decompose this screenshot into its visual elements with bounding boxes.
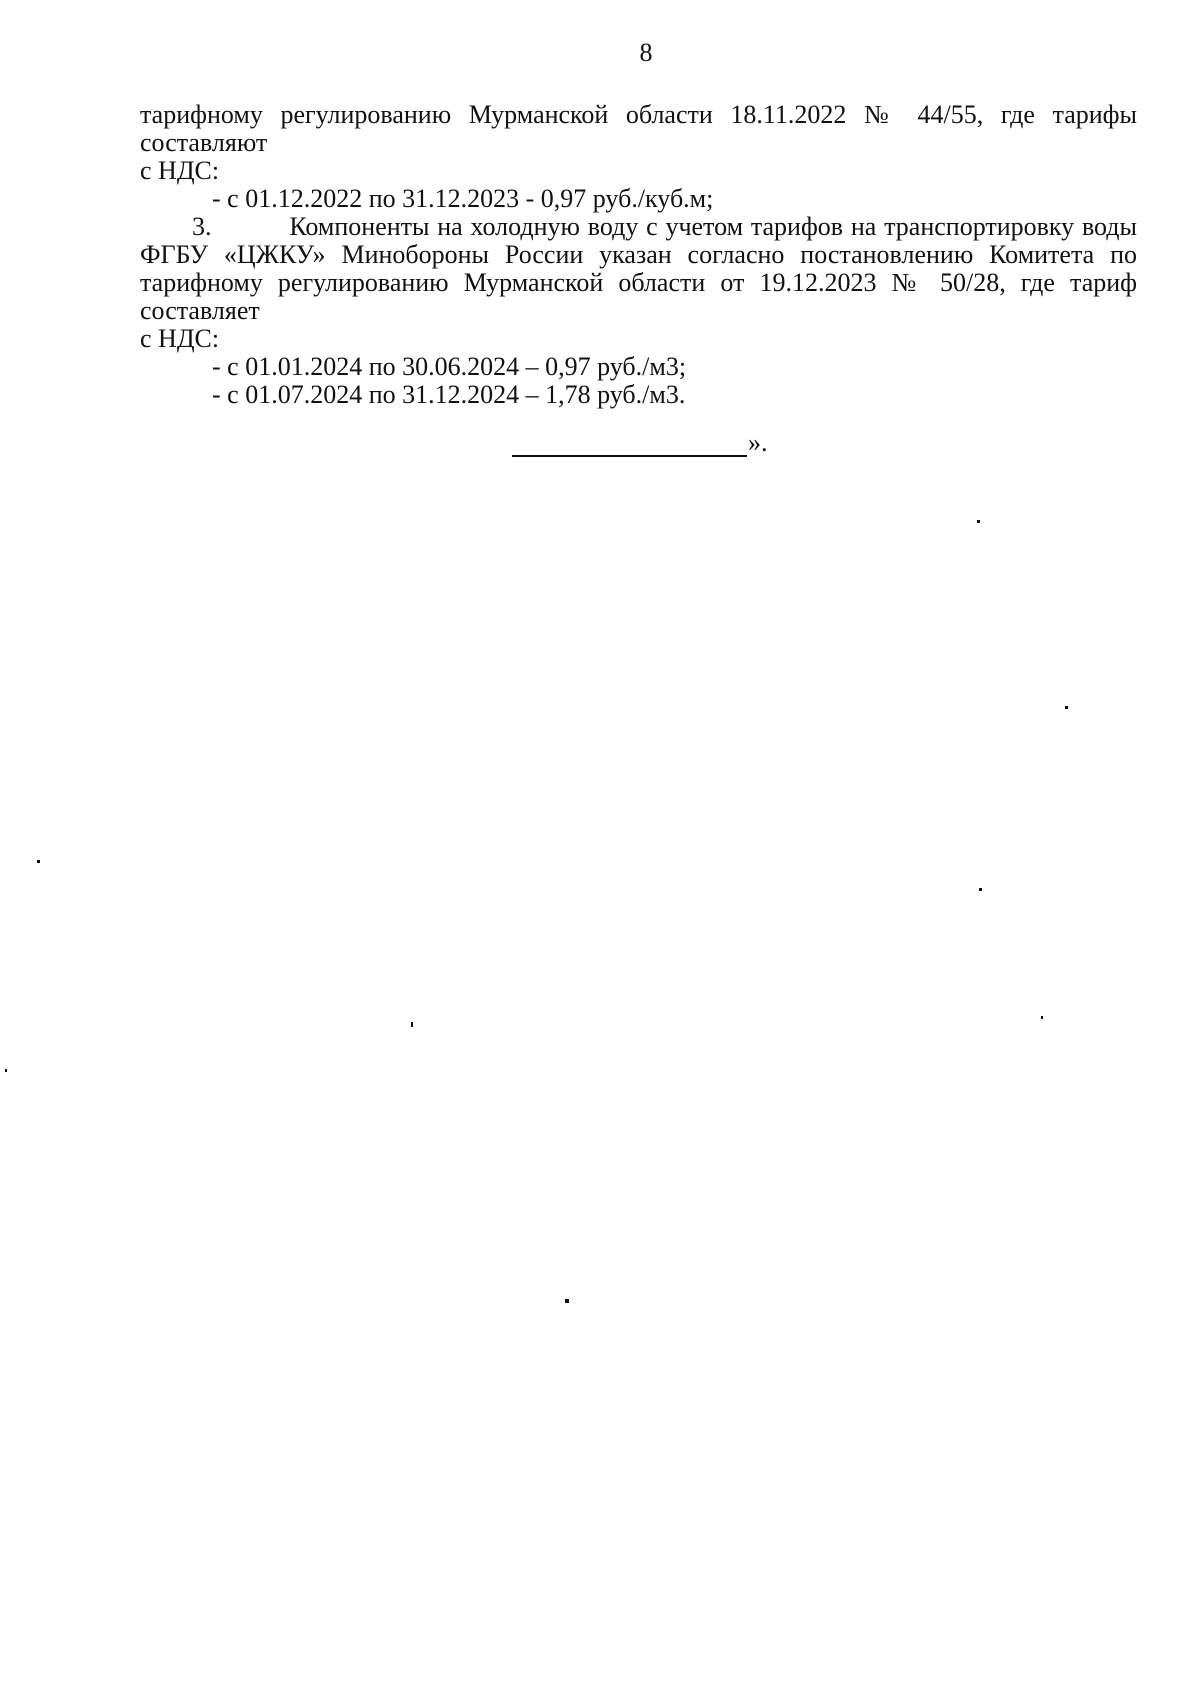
text-line: - с 01.12.2022 по 31.12.2023 - 0,97 руб./куб.м; — [212, 184, 714, 213]
text-line: - с 01.07.2024 по 31.12.2024 – 1,78 руб./м3. — [212, 380, 686, 409]
scan-speck — [1065, 706, 1068, 709]
text-line: с НДС: — [140, 324, 220, 353]
text-line: - с 01.01.2024 по 30.06.2024 – 0,97 руб./м3; — [212, 352, 687, 381]
scan-speck — [1041, 1016, 1043, 1019]
scan-speck — [565, 1299, 569, 1303]
text-line: с НДС: — [140, 156, 220, 185]
signature-blank-line — [512, 455, 747, 457]
scan-speck — [411, 1022, 413, 1027]
document-body-text — [140, 101, 1137, 409]
scan-speck — [979, 888, 982, 891]
text-line: 3. Компоненты на холодную воду с учетом тарифов на транспортировку воды — [192, 212, 1137, 241]
scan-speck — [5, 1069, 7, 1072]
scan-speck — [977, 520, 980, 523]
closing-quote-mark: ». — [748, 428, 768, 457]
scan-speck — [37, 860, 40, 863]
text-line: ФГБУ «ЦЖКУ» Минобороны России указан согласно постановлению Комитета по — [140, 240, 1137, 269]
text-line: тарифному регулированию Мурманской области 18.11.2022 № 44/55, где тарифы составляют — [140, 100, 1137, 157]
page-number: 8 — [639, 38, 653, 67]
text-line: тарифному регулированию Мурманской области от 19.12.2023 № 50/28, где тариф составляет — [140, 268, 1137, 325]
